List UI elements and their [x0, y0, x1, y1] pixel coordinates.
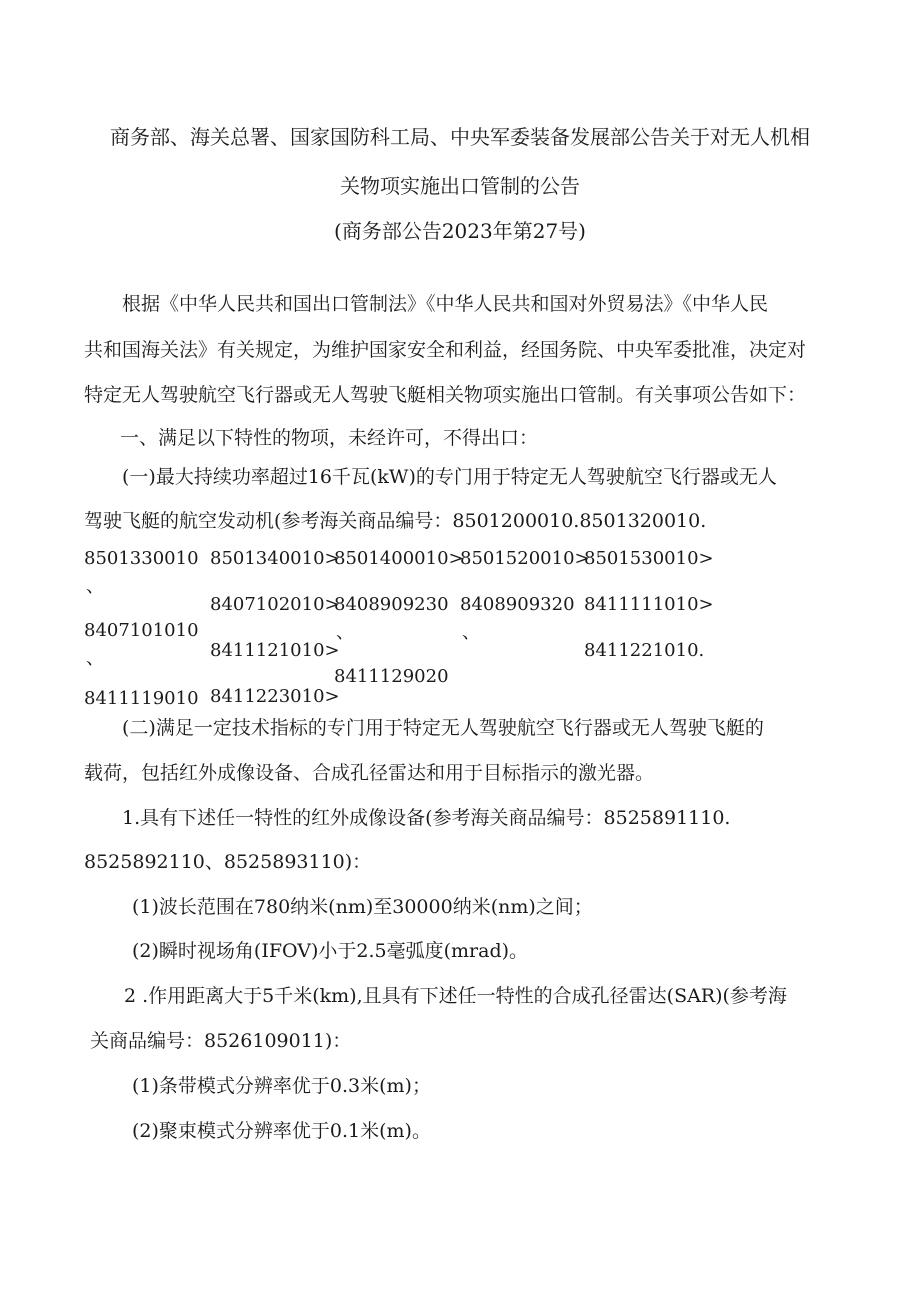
separator: 、 — [86, 576, 104, 597]
hs-code: 8407102010> — [210, 594, 340, 615]
hs-code: 8408909230 — [334, 594, 449, 615]
intro-line-3: 特定无人驾驶航空飞行器或无人驾驶飞艇相关物项实施出口管制。有关事项公告如下： — [84, 384, 807, 406]
hs-code: 8411121010> — [210, 640, 340, 661]
item-2-line-2: 载荷，包括红外成像设备、合成孔径雷达和用于目标指示的激光器。 — [84, 762, 655, 784]
separator: 、 — [86, 648, 104, 669]
hs-code: 8407101010 — [84, 620, 199, 641]
sub-1-point-a: (1)波长范围在780纳米(nm)至30000纳米(nm)之间； — [132, 896, 593, 918]
item-2-line-1: (二)满足一定技术指标的专门用于特定无人驾驶航空飞行器或无人驾驶飞艇的 — [122, 717, 764, 739]
hs-code-grid — [84, 540, 864, 709]
separator: 、 — [462, 622, 480, 643]
hs-code: 8411111010> — [584, 594, 714, 615]
hs-code: 8501400010> — [334, 548, 464, 569]
sub-1-line-2: 8525892110、8525893110)： — [84, 851, 372, 873]
sub-2-point-b: (2)聚束模式分辨率优于0.1米(m)。 — [132, 1120, 431, 1142]
sub-2-point-a: (1)条带模式分辨率优于0.3米(m)； — [132, 1075, 431, 1097]
title-line-2: 关物项实施出口管制的公告 — [340, 174, 580, 198]
section-1-heading: 一、满足以下特性的物项，未经许可，不得出口： — [120, 427, 539, 449]
hs-code: 8411119010 — [84, 688, 199, 709]
hs-code: 8411223010> — [210, 686, 340, 707]
hs-code: 8408909320 — [460, 594, 575, 615]
hs-code: 8501330010 — [84, 548, 199, 569]
sub-1-point-b: (2)瞬时视场角(IFOV)小于2.5毫弧度(mrad)。 — [132, 940, 529, 962]
title-line-1: 商务部、海关总署、国家国防科工局、中央军委装备发展部公告关于对无人机相 — [110, 125, 810, 149]
separator: 、 — [336, 622, 354, 643]
sub-2-line-2: 关商品编号：8526109011)： — [90, 1030, 352, 1052]
title-line-3: (商务部公告2023年第27号) — [334, 219, 586, 243]
sub-1-line-1: 1.具有下述任一特性的红外成像设备(参考海关商品编号：8525891110. — [122, 807, 731, 829]
hs-code: 8411221010. — [584, 640, 705, 661]
hs-code: 8501530010> — [584, 548, 714, 569]
hs-code: 8501340010> — [210, 548, 340, 569]
item-1-line-2: 驾驶飞艇的航空发动机(参考海关商品编号：8501200010.8501320010. — [84, 510, 707, 532]
intro-line-2: 共和国海关法》有关规定，为维护国家安全和利益，经国务院、中央军委批准，决定对 — [84, 339, 807, 361]
hs-code: 8501520010> — [460, 548, 590, 569]
item-1-line-1: (一)最大持续功率超过16千瓦(kW)的专门用于特定无人驾驶航空飞行器或无人 — [122, 466, 777, 488]
intro-line-1: 根据《中华人民共和国出口管制法》《中华人民共和国对外贸易法》《中华人民 — [122, 293, 769, 315]
hs-code: 8411129020 — [334, 666, 449, 687]
sub-2-line-1: 2 .作用距离大于5千米(km),且具有下述任一特性的合成孔径雷达(SAR)(参考海 — [124, 985, 787, 1007]
